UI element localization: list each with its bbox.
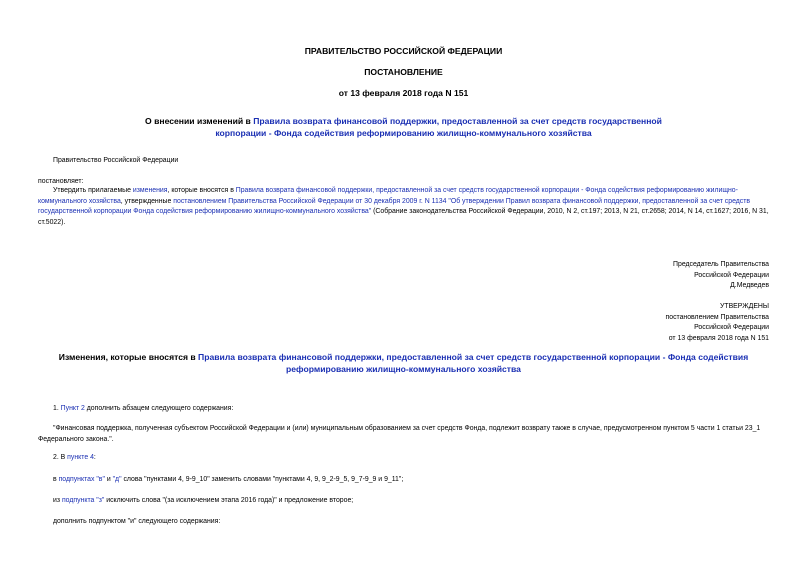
document-type: ПОСТАНОВЛЕНИЕ — [364, 67, 443, 77]
signature-name: Д.Медведев — [730, 282, 769, 289]
changes-title — [45, 351, 762, 375]
subitem-z-link[interactable]: подпункта "з" — [61, 497, 105, 504]
signature-block — [673, 260, 769, 292]
item-2-text: : — [93, 454, 96, 461]
item-2-b — [53, 496, 353, 507]
government-line: Правительство Российской Федерации — [53, 157, 179, 164]
p1-text-3: , утвержденные — [120, 197, 174, 205]
item-2-number: 2. В — [53, 454, 68, 461]
item-1-quote: "Финансовая поддержка, полученная субъектом Российской Федерации и (или) муниципальным образованием за счет средств Фонда, подлежит возврату также в случае, предусмотренном пунктом 5 части 1 статьи 23_1 Федерального закона.". — [38, 425, 761, 443]
p1-text-2: , которые вносятся в — [167, 187, 236, 194]
approval-line-2: постановлением Правительства — [665, 313, 769, 321]
approval-line-4: от 13 февраля 2018 года N 151 — [668, 334, 769, 342]
document-title — [130, 115, 677, 139]
signature-position: Председатель Правительства — [673, 261, 769, 268]
item-2b-text-2: исключить слова "(за исключением этапа 2016 года)" и предложение второе; — [104, 497, 354, 504]
item-1-number: 1. — [53, 405, 61, 412]
subitem-d-link[interactable]: "д" — [112, 476, 122, 483]
rules-link[interactable]: Правила возврата финансовой поддержки, предоставленной за счет средств государственной корпорации - Фонда содействия реформированию жилищно-коммунального хозяйства — [38, 187, 738, 205]
item-1-text: дополнить абзацем следующего содержания: — [84, 405, 234, 412]
item-2b-text-1: из — [53, 497, 62, 504]
item-2 — [53, 453, 96, 464]
item-2a-text-2: и — [104, 476, 113, 483]
item-1 — [53, 404, 233, 415]
item-2a-text-3: слова "пунктами 4, 9-9_10" заменить словами "пунктами 4, 9, 9_2-9_5, 9_7-9_9 и 9_11"; — [121, 476, 404, 483]
approval-block — [666, 302, 770, 344]
title-prefix: О внесении изменений в — [145, 116, 254, 126]
item-2a-text-1: в — [53, 476, 59, 483]
government-heading: ПРАВИТЕЛЬСТВО РОССИЙСКОЙ ФЕДЕРАЦИИ — [304, 46, 503, 56]
item-2-a — [53, 475, 403, 486]
document-date-number: от 13 февраля 2018 года N 151 — [338, 88, 469, 98]
item-2-link[interactable]: пункте 4 — [67, 454, 94, 461]
changes-link[interactable]: изменения — [132, 187, 168, 194]
p1-text-4: (Собрание законодательства Российской Федерации, 2010, N 2, ст.197; 2013, N 21, ст.2658; 2014, N 14, ст.1627; 2016, N 31, ст.5022). — [38, 208, 769, 226]
changes-title-prefix: Изменения, которые вносятся в — [58, 352, 199, 362]
p1-text-1: Утвердить прилагаемые — [53, 187, 133, 194]
resolution-link[interactable]: постановлением Правительства Российской Федерации от 30 декабря 2009 г. N 1134 "Об утверждении Правил возврата финансовой поддержки, предоставленной за счет средств государственной корпорации Фонда содействия реформированию жилищно-коммунального хозяйства" — [38, 197, 751, 215]
signature-country: Российской Федерации — [694, 271, 769, 279]
title-link[interactable]: Правила возврата финансовой поддержки, предоставленной за счет средств государственной корпорации - Фонда содействия реформированию жилищно-коммунального хозяйства — [215, 116, 662, 138]
approval-line-1: УТВЕРЖДЕНЫ — [720, 303, 769, 310]
changes-title-link[interactable]: Правила возврата финансовой поддержки, предоставленной за счет средств государственной корпорации - Фонда содействия реформированию жилищно-коммунального хозяйства — [198, 352, 749, 374]
subitem-v-link[interactable]: подпунктах "в" — [58, 476, 105, 483]
item-2-c: дополнить подпунктом "и" следующего содержания: — [53, 518, 221, 525]
approval-line-3: Российской Федерации — [694, 324, 769, 331]
paragraph-1 — [38, 186, 770, 228]
item-1-link[interactable]: Пункт 2 — [60, 405, 85, 412]
decides-line: постановляет: — [38, 178, 84, 185]
